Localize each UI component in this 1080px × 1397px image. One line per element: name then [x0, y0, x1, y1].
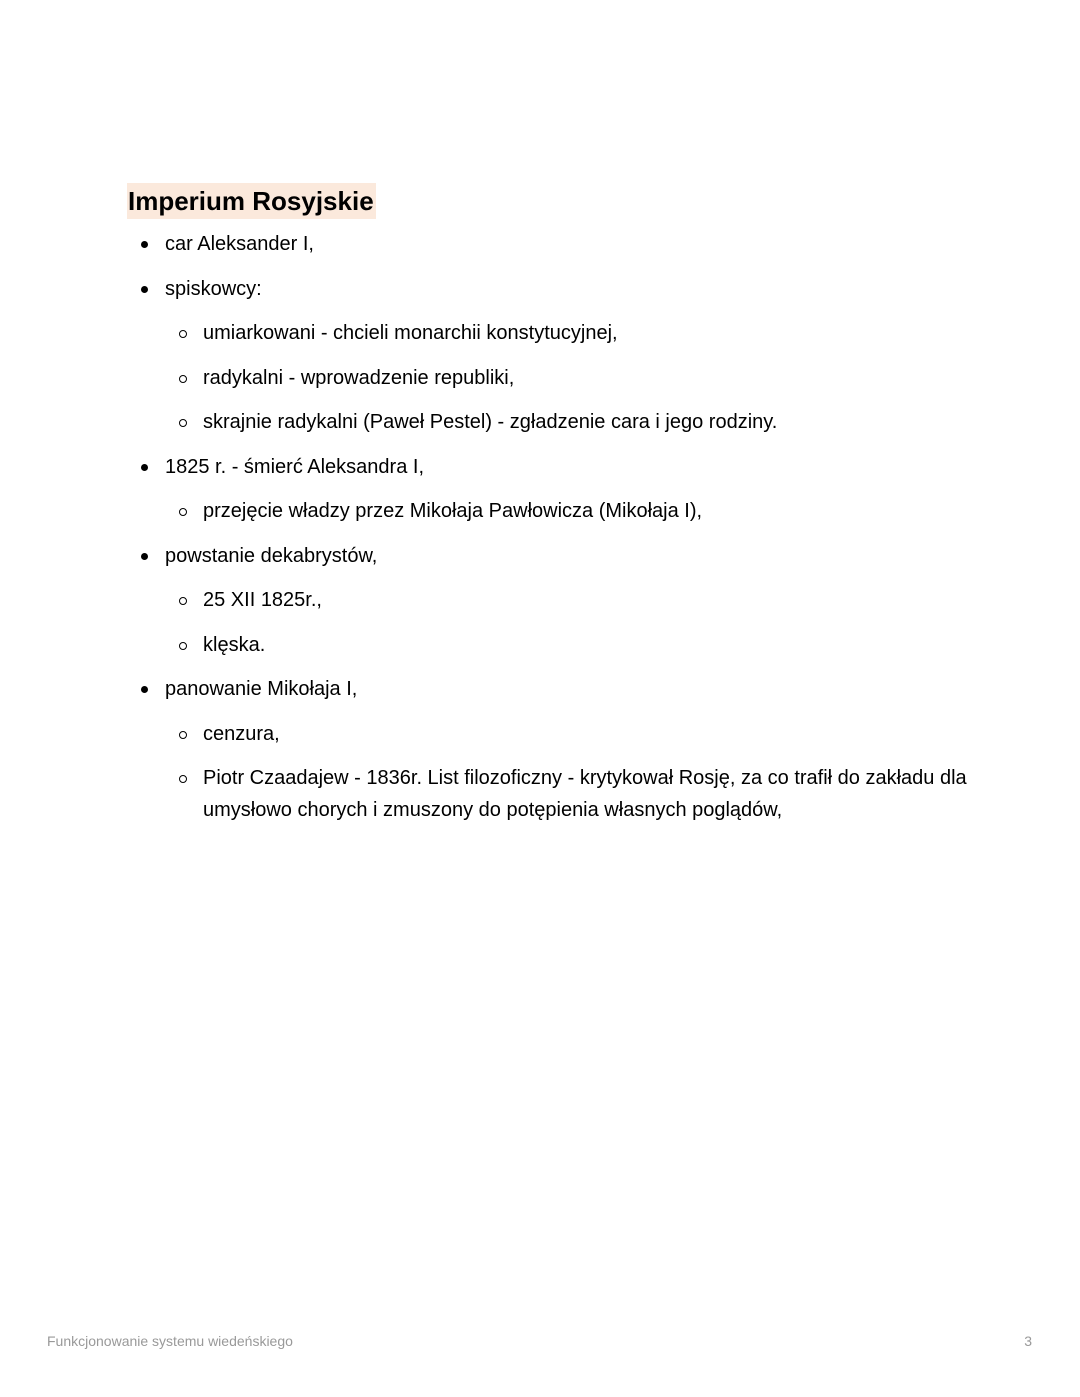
bullet-disc-icon — [141, 686, 148, 693]
bullet-circle-icon — [179, 419, 187, 427]
footer-title: Funkcjonowanie systemu wiedeńskiego — [47, 1333, 293, 1349]
sub-list-item — [127, 406, 987, 438]
sub-list-item — [127, 584, 987, 616]
list-item-text: powstanie dekabrystów, — [165, 544, 378, 567]
bullet-circle-icon — [179, 375, 187, 383]
page-title: Imperium Rosyjskie — [127, 183, 376, 219]
bullet-disc-icon — [141, 553, 148, 560]
bullet-circle-icon — [179, 597, 187, 605]
bullet-circle-icon — [179, 731, 187, 739]
sub-list-item — [127, 317, 987, 349]
list-item — [127, 451, 987, 483]
bullet-circle-icon — [179, 642, 187, 650]
bullet-disc-icon — [141, 286, 148, 293]
bullet-circle-icon — [179, 508, 187, 516]
list-item-text: panowanie Mikołaja I, — [165, 678, 358, 700]
list-item-text: car Aleksander I, — [165, 233, 314, 255]
list-item — [127, 273, 987, 305]
bullet-circle-icon — [179, 330, 187, 338]
sub-list-item — [127, 718, 987, 750]
list-item-text: klęska. — [203, 633, 266, 656]
list-item-text: radykalni - wprowadzenie republiki, — [203, 366, 515, 389]
list-item-text: przejęcie władzy przez Mikołaja Pawłowicza (Mikołaja I), — [203, 500, 703, 522]
list-item-text: cenzura, — [203, 722, 280, 745]
list-item-text: 25 XII 1825r., — [203, 589, 322, 611]
page-number: 3 — [1024, 1333, 1032, 1349]
bullet-circle-icon — [179, 775, 187, 783]
list-item — [127, 673, 987, 705]
sub-list-item — [127, 629, 987, 661]
sub-list-item — [127, 362, 987, 394]
list-item — [127, 228, 987, 260]
list-item-text: Piotr Czaadajew - 1836r. List filozoficzny - krytykował Rosję, za co trafił do zakładu dla umysłowo chorych i zmuszony do potępienia własnych poglądów, — [203, 767, 967, 821]
sub-list-item — [127, 762, 987, 826]
list-item-text: 1825 r. - śmierć Aleksandra I, — [165, 455, 425, 478]
bullet-disc-icon — [141, 241, 148, 248]
list-item — [127, 540, 987, 572]
bullet-disc-icon — [141, 464, 148, 471]
sub-list-item — [127, 495, 987, 527]
list-item-text: spiskowcy: — [165, 277, 262, 300]
notes-list — [127, 228, 987, 839]
list-item-text: umiarkowani - chcieli monarchii konstytucyjnej, — [203, 322, 618, 344]
list-item-text: skrajnie radykalni (Paweł Pestel) - zgładzenie cara i jego rodziny. — [203, 411, 778, 433]
